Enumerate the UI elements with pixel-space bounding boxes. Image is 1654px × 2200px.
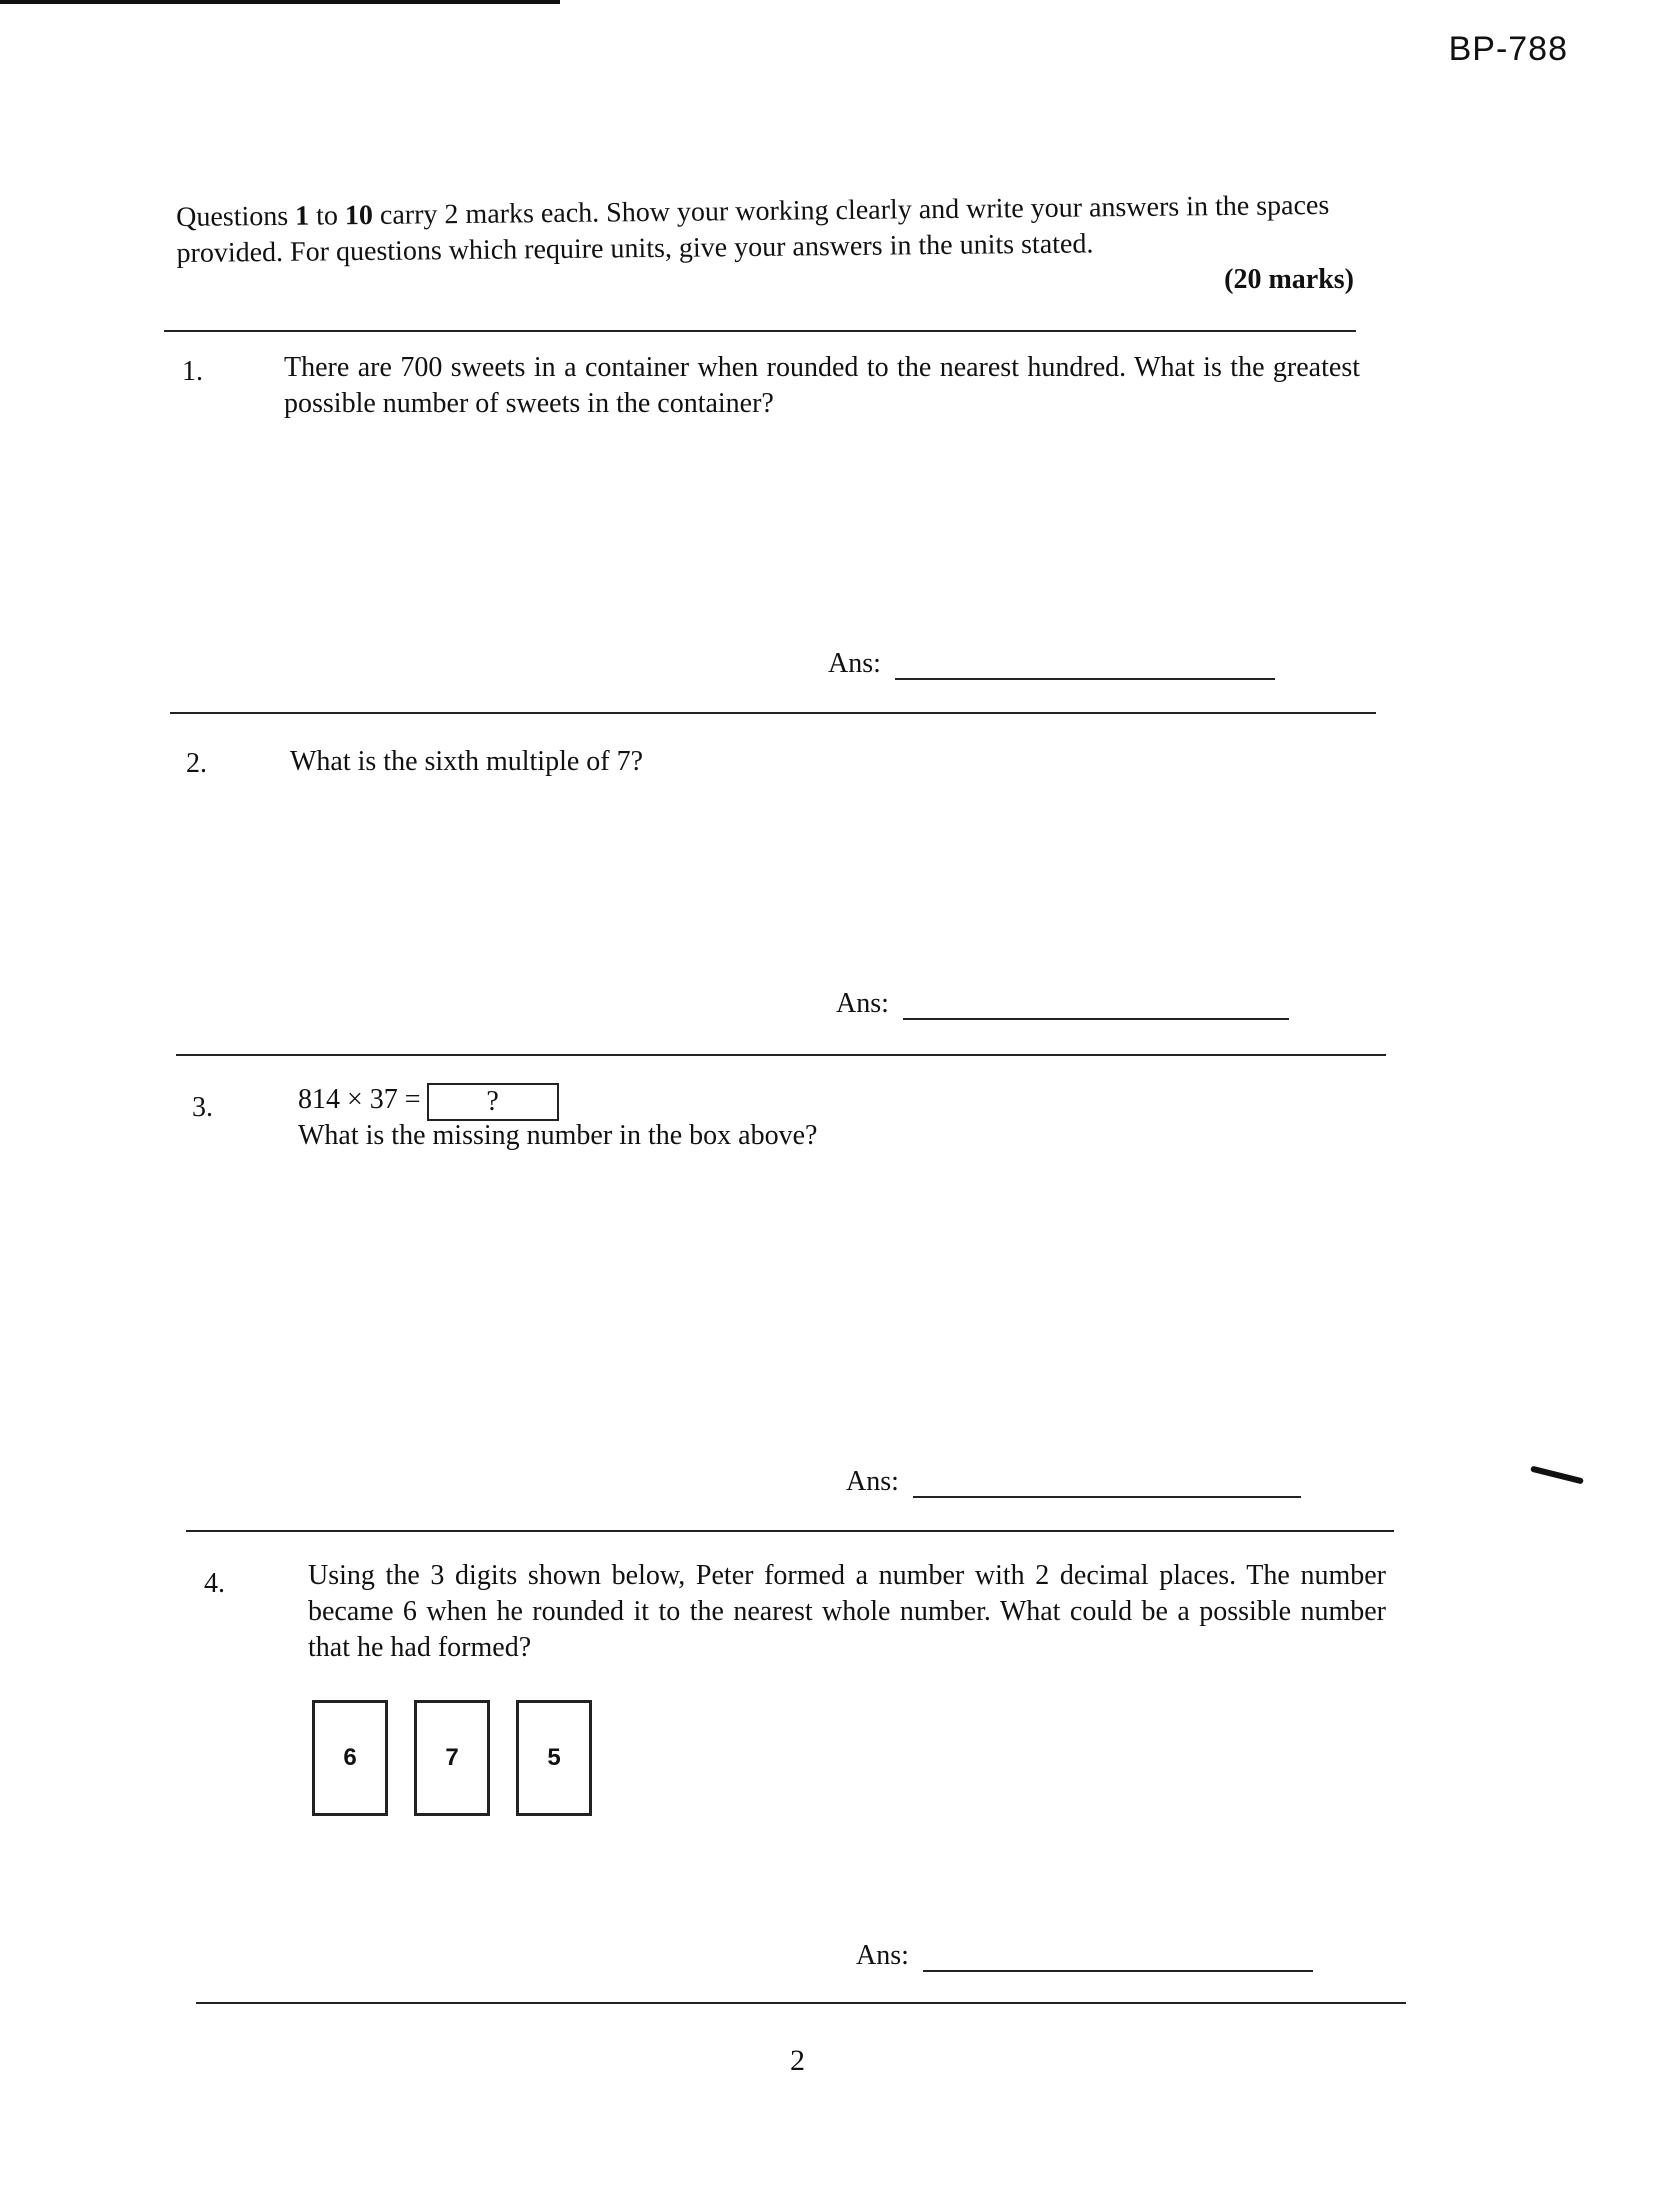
question-3-text: What is the missing number in the box above? (298, 1120, 818, 1151)
question-2-number: 2. (186, 748, 207, 779)
divider-top (164, 330, 1356, 332)
question-3-expression-line (298, 1082, 998, 1121)
question-4-number: 4. (204, 1568, 225, 1599)
question-3-expression: 814 × 37 = (298, 1084, 421, 1115)
question-4-digit-cards (312, 1700, 592, 1816)
question-3-answer-line[interactable] (913, 1470, 1301, 1498)
question-3-missing-box: ? (427, 1083, 559, 1121)
question-1-text: There are 700 sweets in a container when rounded to the nearest hundred. What is the greatest possible number of sweets in the container? (284, 352, 1360, 419)
question-3-answer (846, 1466, 1301, 1498)
instructions-text-1: Questions (176, 200, 296, 233)
question-1-answer (828, 648, 1275, 680)
divider-3 (186, 1530, 1394, 1532)
question-2-answer (836, 988, 1289, 1020)
page-number: 2 (790, 2044, 805, 2077)
question-1-number: 1. (182, 356, 203, 387)
question-4-ans-label: Ans: (856, 1940, 909, 1971)
question-4-answer-line[interactable] (923, 1944, 1313, 1972)
stray-pen-mark (1530, 1466, 1584, 1485)
instructions-text-2: to (309, 200, 346, 232)
total-marks: (20 marks) (1224, 264, 1354, 295)
instructions-to: 10 (344, 199, 374, 232)
question-1-answer-line[interactable] (895, 652, 1275, 680)
question-2-answer-line[interactable] (903, 992, 1289, 1020)
divider-4 (196, 2002, 1406, 2004)
question-4-text: Using the 3 digits shown below, Peter formed a number with 2 decimal places. The number became 6 when he rounded it to the nearest whole number. What could be a possible number that he had formed? (308, 1560, 1386, 1663)
digit-card: 7 (414, 1700, 490, 1816)
divider-1 (170, 712, 1376, 714)
section-instructions (176, 188, 1357, 272)
question-3-number: 3. (192, 1092, 213, 1123)
digit-card: 6 (312, 1700, 388, 1816)
instructions-from: 1 (295, 200, 310, 232)
question-1-ans-label: Ans: (828, 648, 881, 679)
instructions-text-3: carry 2 marks each. Show your working clearly and write your answers in the spaces provided. For questions which require units, give your answers in the units stated. (176, 189, 1330, 269)
question-3-ans-label: Ans: (846, 1466, 899, 1497)
document-code: BP-788 (1448, 30, 1568, 68)
question-4-answer (856, 1940, 1313, 1972)
question-2-text: What is the sixth multiple of 7? (290, 746, 644, 777)
divider-2 (176, 1054, 1386, 1056)
question-2-ans-label: Ans: (836, 988, 889, 1019)
top-edge-bar (0, 0, 560, 4)
digit-card: 5 (516, 1700, 592, 1816)
